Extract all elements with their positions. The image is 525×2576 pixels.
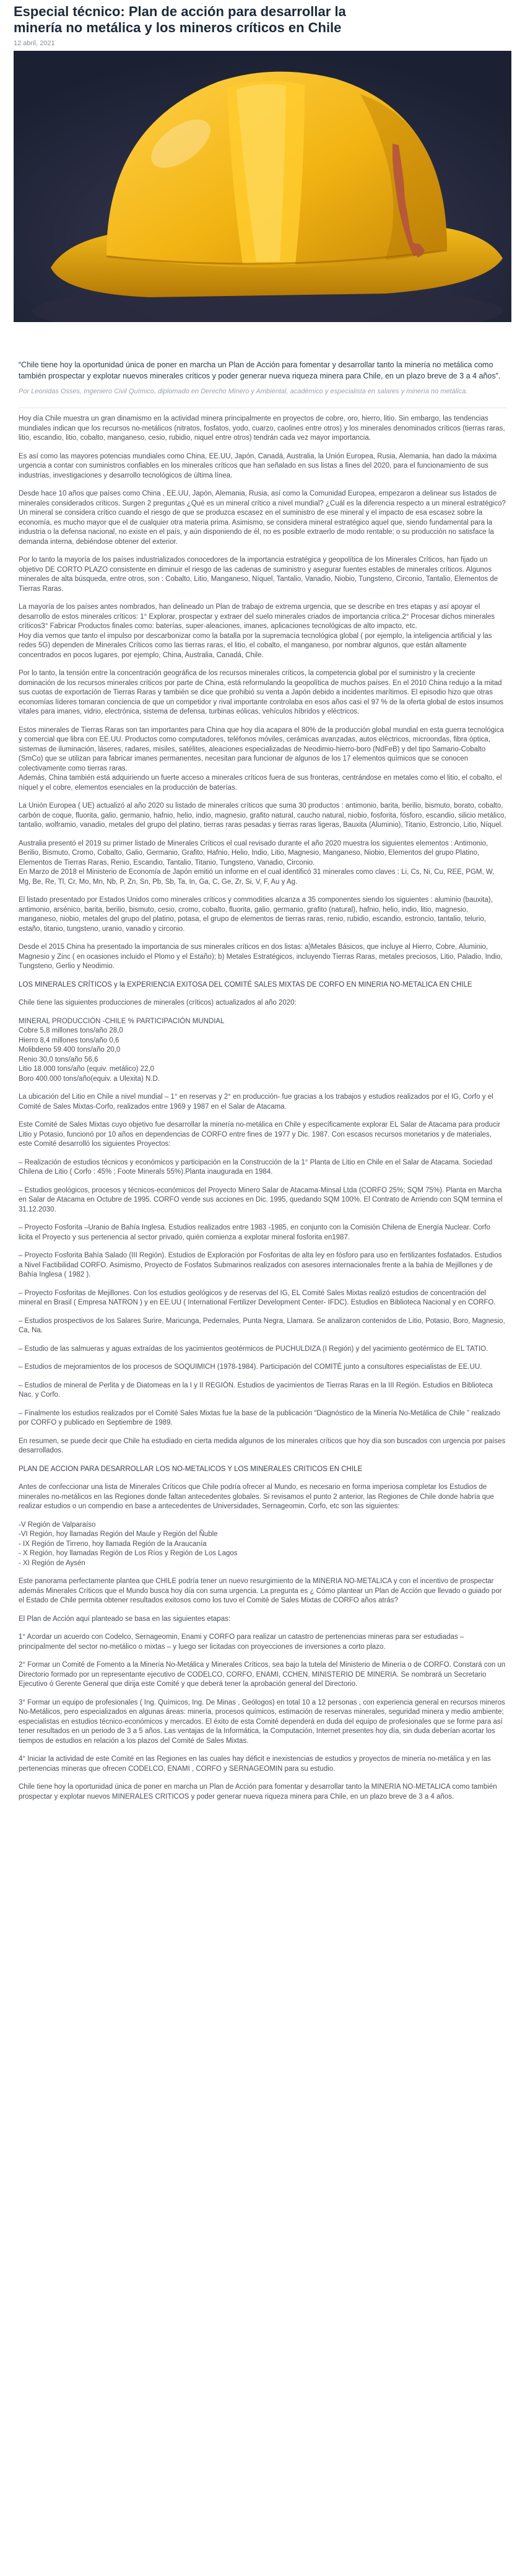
closing-paragraph: Chile tiene hoy la oportunidad única de poner en marcha un Plan de Acción para fomentar y desarrollar tanto la MINERIA NO-METALICA como también prospectar y explotar nuevos MINERALES CRITICOS y poder generar nueva riqueza minera para Chile, en un plazo breve de 3 a 4 años. xyxy=(19,1783,497,1801)
section-heading: PLAN DE ACCION PARA DESARROLLAR LOS NO-METALICOS Y LOS MINERALES CRITICOS EN CHILE xyxy=(19,1465,363,1473)
body-paragraph: Por lo tanto la mayoría de los países industrializados conocedores de la importancia estratégica y geopolítica de los Minerales Críticos, han fijado un objetivo DE CORTO PLAZO consistente en diminuir el riesgo de las cadenas de suministro y asegurar fuentes estables de minerales críticos. Algunos minerales de alta búsqueda, entre otros, son : Cobalto, Litio, Manganeso, Níquel, Tantalio, Vanadio, Niobio, Tungsteno, Circonio, Tantalio, Elementos de Tierras Raras. xyxy=(19,556,498,593)
project-item: – Estudios de mineral de Perlita y de Diatomeas en la I y II REGIÓN. Estudios de yacimientos de Tierras Raras en la III Región. Estudios en Biblioteca Nac. y Corfo. xyxy=(19,1381,493,1399)
project-item: – Proyecto Fosforitas de Mejillones. Con los estudios geológicos y de reservas del IG, EL Comité Sales Mixtas realizó estudios de concentración del mineral en Brasil ( Empresa NATRON ) y en EE.UU ( International Fertilizer Development Center- IFDC). Estudios en Biblioteca Nacional y en CORFO. xyxy=(19,1289,496,1306)
body-paragraph: El listado presentado por Estados Unidos como minerales críticos y commodities alcanza a 35 componentes siendo los siguientes : aluminio (bauxita), antimonio, arsénico, barita, berilio, bismuto, cesio, cromo, cobalto, fluorita, galio, germanio, grafito (natural), hafnio, helio, indio, litio, magnesio, manganeso, niobio, metales del grupo del platino, potasa, el grupo de elementos de tierras raras, renio, rubidio, escandio, estroncio, tantalio, telurio, estaño, titanio, tungsteno, uranio, vanadio y circonio. xyxy=(19,896,493,933)
project-item: – Estudios prospectivos de los Salares Surire, Maricunga, Pedernales, Punta Negra, Llamara. Se analizaron contenidos de Litio, Potasio, Boro, Magnesio, Ca, Na. xyxy=(19,1317,505,1334)
plan-step: 3° Formar un equipo de profesionales ( Ing. Químicos, Ing. De Minas , Geólogos) en total 10 a 12 personas , con experiencia general en recursos mineros No-Metálicos, pero especializados en algunas áreas: minería, procesos químicos, estimación de reservas minerales, seguridad minera y medio ambiente; especialistas en estudios técnico-económicos y mercados. El éxito de esta Comité dependerá en duda del equipo de profesionales que se forme para así tener resultados en un periodo de 3 a 5 años. Las ventajas de la Informática, la Computación, Internet presentes hoy día, sin duda deberían acortar los tiempos de estudios en relación a los plazos del Comité de Sales Mixtas. xyxy=(19,1698,505,1745)
body-paragraph: En resumen, se puede decir que Chile ha estudiado en cierta medida algunos de los minerales críticos que hoy día son buscados con urgencia por países desarrollados. xyxy=(19,1437,506,1454)
project-item: – Estudios de mejoramientos de los procesos de SOQUIMICH (1978-1984). Participación del COMITÉ junto a consultores especialistas de EE.UU. xyxy=(19,1363,482,1371)
body-paragraph: El Plan de Acción aquí planteado se basa en las siguientes etapas: xyxy=(19,1615,231,1623)
hard-hat-illustration xyxy=(14,51,511,322)
project-item: – Estudios geológicos, procesos y técnicos-económicos del Proyecto Minero Salar de Atacama-Minsal Ltda (CORFO 25%; SQM 75%). Planta en Marcha en Salar de Atacama en Octubre de 1995. CORFO vende sus acciones en Dic. 1995, quedando SQM 100%. El Contrato de Arriendo con SQM termina el 31.12.2030. xyxy=(19,1186,503,1213)
article-date: 12 abril, 2021 xyxy=(14,40,55,47)
body-paragraph: Antes de confeccionar una lista de Minerales Críticos que Chile podría ofrecer al Mundo, es necesario en forma imperiosa completar los Estudios de minerales no-metálicos en las Regiones donde faltan antecedentes globales. Si revisamos el punto 2 anterior, las Regiones de Chile donde habría que realizar estudios o un compendio en base a antecedentes de Universidades, Sernageomin, Corfo, etc son las siguientes: xyxy=(19,1483,494,1510)
article-title: Especial técnico: Plan de acción para desarrollar la minería no metálica y los mineros críticos en Chile xyxy=(14,4,346,35)
project-item: – Proyecto Fosforita Bahía Salado (III Región). Estudios de Exploración por Fosforitas de alta ley en fósforo para uso en fertilizantes fosfatados. Estudios a Nivel Factibilidad CORFO. Asimismo, Proyecto de Fosfatos Submarinos realizados con asesores internacionales frente a la bahía de Mejillones y de Bahía Inglesa ( 1982 ). xyxy=(19,1252,502,1278)
body-paragraph: La ubicación del Litio en Chile a nivel mundial – 1° en reservas y 2° en producción- fue gracias a los trabajos y estudios realizados por el IG, Corfo y el Comité de Sales Mixtas-Corfo, realizados entre 1969 y 1987 en el Salar de Atacama. xyxy=(19,1093,493,1111)
body-paragraph: Es así como las mayores potencias mundiales como China, EE.UU, Japón, Canadá, Australia, la Unión Europea, Rusia, Alemania, han dado la máxima urgencia a contar con suministros confiables en los minerales críticos que han señalado en sus listas a fines del 2020, para el funcionamiento de sus industrias, investigaciones y desarrollo tecnológicos de última línea. xyxy=(19,452,497,479)
body-paragraph: Hoy día Chile muestra un gran dinamismo en la actividad minera principalmente en proyectos de cobre, oro, hierro, litio. Sin embargo, las tendencias mundiales indican que los recursos no-metálicos (nitratos, fosfatos, yodo, cuarzo, caolines entre otros) y los minerales denominados críticos (tierras raras, litio, escandio, litio, cobalto, manganeso, cesio, rubidio, niquel entre otros) tendrán cada vez mayor importancia. xyxy=(19,415,505,442)
body-paragraph: Desde el 2015 China ha presentado la importancia de sus minerales críticos en dos listas: a)Metales Básicos, que incluye al Hierro, Cobre, Aluminio, Magnesio y Zinc ( en ocasiones incluido el Plomo y el Estaño); b) Metales Estratégicos, incluyendo Tierras Raras, metales preciosos, Litio, Paladio, Indio, Tungsteno, Gerlio y Neodimio. xyxy=(19,943,503,970)
article-body xyxy=(14,414,511,1802)
body-paragraph: Este panorama perfectamente plantea que CHILE podría tener un nuevo resurgimiento de la MINERIA NO-METALICA y con el incentivo de prospectar además Minerales Críticos que el Mundo busca hoy día con suma urgencia. La pregunta es ¿ Cómo plantear un Plan de Acción que llevado o guiado por el Estado de Chile permita obtener resultados exitosos como los tuvo el Comité de Sales Mixtas de CORFO años atrás? xyxy=(19,1578,502,1604)
section-heading: LOS MINERALES CRÍTICOS y la EXPERIENCIA EXITOSA DEL COMITÉ SALES MIXTAS DE CORFO EN MINERIA NO-METALICA EN CHILE xyxy=(19,980,472,989)
body-paragraph: Este Comité de Sales Mixtas cuyo objetivo fue desarrollar la minería no-metálica en Chile y específicamente explorar EL Salar de Atacama para producir Litio y Potasio, funcionó por 10 años en dependencias de CORFO entre fines de 1977 y Dic. 1987. Con escasos recursos monetarios y de materiales, este Comité desarrolló los siguientes Proyectos: xyxy=(19,1121,501,1148)
body-paragraph: Por lo tanto, la tensión entre la concentración geográfica de los recursos minerales críticos, la competencia global por el suministro y la creciente dominación de los recursos minerales críticos por parte de China, está reformulando la geopolítica de muchos países. En el 2010 China redujo a la mitad sus cuotas de exportación de Tierras Raras y también se dice que prohibió su venta a Japón debido a incidentes marítimos. El episodio hizo que otras economías líderes tomaran conciencia de que un competidor y rival importante controlaba en esos años casi el 97 % de la oferta global de estos insumos vitales para imanes, vidrio, electrónica, sistema de defensa, turbinas eólicas, vehículos híbridos y eléctricos. xyxy=(19,670,504,715)
article-byline: Por Leonidas Osses, Ingeniero Civil Químico, diplomado en Derecho Minero y Ambiental, académico y especialista en salares y minería no metálica. xyxy=(19,388,468,395)
body-paragraph: Desde hace 10 años que países como China , EE.UU, Japón, Alemania, Rusia, así como la Comunidad Europea, empezaron a delinear sus listados de minerales considerados críticos. Surgen 2 preguntas ¿Qué es un mineral crítico a nivel mundial? ¿Cuál es la diferencia respecto a un mineral estratégico? Un mineral se considera crítico cuando el riesgo de que se produzca escasez en el suministro de ese mineral y el impacto de esa escasez sobre la economía, es mucho mayor que el de cualquier otra materia prima. Asimismo, se considera mineral estratégico aquel que, siendo fundamental para la industria o la defensa nacional, no existe en el país, y aún disponiendo de él, no es posible extraerlo de modo rentable; o su producción no satisface la demanda interna, debiéndose obtener del exterior. xyxy=(19,490,506,546)
project-item: – Proyecto Fosforita –Uranio de Bahía Inglesa. Estudios realizados entre 1983 -1985, en conjunto con la Comisión Chilena de Energía Nuclear. Corfo licita el Proyecto y sus pertenencia al sector privado, quién comienza a explotar mineral fosforita en1987. xyxy=(19,1224,491,1241)
region-list: -V Región de Valparaíso -VI Región, hoy llamadas Región del Maule y Región del Ñuble - IX Región de Tirreno, hoy llamada Región de la Araucanía - X Región, hoy llamadas Región de Los Ríos y Región de Los Lagos - XI Región de Aysén xyxy=(19,1521,238,1567)
body-paragraph: Australia presentó el 2019 su primer listado de Minerales Críticos el cual revisado durante el año 2020 muestra los siguientes elementos : Antimonio, Berilio, Bismuto, Cromo, Cobalto, Galio, Germanio, Grafito, Hafnio, Helio, Indio, Litio, Magnesio, Manganeso, Niobio, Elementos del grupo Platino, Elementos de Tierras Raras, Renio, Escandio, Tantalio, Titanio, Tungsteno, Vanadio, Circonio. En Marzo de 2018 el Ministerio de Economía de Japón emitió un informe en el cual identificó 31 minerales como claves : Li, Cs, Ni, Cu, REE, PGM, W, Mg, Be, Re, Tl, Cr, Mo, Mn, Nb, P, Zn, Sn, Pb, Sb, Ta, In, Ga, C, Ge, Zr, Si, V, F, Au y Ag. xyxy=(19,839,495,886)
article-lead-quote: “Chile tiene hoy la oportunidad única de poner en marcha un Plan de Acción para fomentar y desarrollar tanto la minería no metálica como también prospectar y explotar nuevos minerales críticos y poder generar nueva riqueza minera para Chile, en un plazo breve de 3 a 4 años”. xyxy=(19,360,501,380)
project-item: – Estudio de las salmueras y aguas extraídas de los yacimientos geotérmicos de PUCHULDIZA (I Región) y del yacimiento geotérmico de EL TATIO. xyxy=(19,1345,488,1353)
plan-step: 4° Iniciar la actividad de este Comité en las Regiones en las cuales hay déficit e inexistencias de estudios y proyectos de minería no-metálica y en las pertenencias mineras que ofrecen CODELCO, ENAMI , CORFO y SERNAGEOMIN para su estudio. xyxy=(19,1755,491,1773)
plan-step: 1° Acordar un acuerdo con Codelco, Sernageomin, Enami y CORFO para realizar un catastro de pertenencias mineras para ser estudiadas – principalmente del sector no-metálico o mixtas – y luego ser licitadas con proyecciones de inversiones a corto plazo. xyxy=(19,1633,464,1651)
body-paragraph: La Unión Europea ( UE) actualizó al año 2020 su listado de minerales críticos que suma 30 productos : antimonio, barita, berilio, bismuto, borato, cobalto, carbón de coque, fluorita, galio, germanio, hafnio, helio, indio, magnesio, grafito natural, caucho natural, niobio, fosforita, fósforo, escandio, silicio metálico, tantalio, wolframio, vanadio, metales del grupo del platino, tierras raras pesadas y tierras raras ligeras, Bauxita (Aluminio), Titanio, Estroncio, Litio, Níquel. xyxy=(19,802,506,829)
plan-step: 2° Formar un Comité de Fomento a la Minería No-Metálica y Minerales Críticos, sea bajo la tutela del Ministerio de Minería o de CORFO. Constará con un Directorio formado por un representante ejecutivo de CODELCO, CORFO, ENAMI, CCHEN, MINISTERIO DE MINERIA. Se nombrará un Secretario Ejecutivo ó Gerente General que dirija este Comité y que deberá tener la aprobación general del Directorio. xyxy=(19,1661,506,1688)
production-table-text: MINERAL PRODUCCIÓN -CHILE % PARTICIPACIÓN MUNDIAL Cobre 5,8 millones tons/año 28,0 Hierro 8,4 millones tons/año 0,6 Molibdeno 59.400 tons/año 20,0 Renio 30,0 tons/año 56,6 Litio 18.000 tons/año (equiv. metálico) 22,0 Boro 400.000 tons/año(equiv. a Ulexita) N.D. xyxy=(19,1017,225,1083)
project-item: – Finalmente los estudios realizados por el Comité Sales Mixtas fue la base de la publicación “Diagnóstico de la Minería No-Metálica de Chile ” realizado por CORFO y publicado en Septiembre de 1989. xyxy=(19,1409,500,1426)
body-paragraph: Estos minerales de Tierras Raras son tan importantes para China que hoy día acapara el 80% de la producción global mundial en esta guerra tecnológica y comercial que libra con EE.UU. Productos como computadores, teléfonos móviles, cerámicas avanzadas, autos eléctricos, microondas, fibra óptica, sistemas de iluminación, láseres, radares, misiles, satélites, aleaciones especializadas de Neodimio-hierro-boro (NdFeB) y del tipo Samario-Cobalto (SmCo) que se utilizan para fabricar imanes permanentes, necesitan para funcionar de algunos de los 17 elementos químicos que se conocen colectivamente como tierras raras. Además, China también está adquiriendo un fuerte acceso a minerales críticos fuera de sus fronteras, centrándose en metales como el litio, el cobalto, el níquel y el cobre, elementos esenciales en la producción de baterías. xyxy=(19,726,504,792)
body-paragraph: Chile tiene las siguientes producciones de minerales (críticos) actualizados al año 2020: xyxy=(19,999,297,1006)
hero-image xyxy=(14,51,511,322)
project-item: – Realización de estudios técnicos y económicos y participación en la Construcción de la 1° Planta de Litio en Chile en el Salar de Atacama. Sociedad Chilena de Litio ( Corfo : 45% ; Foote Minerals 55%).Planta inaugurada en 1984. xyxy=(19,1158,493,1176)
body-paragraph: La mayoría de los países antes nombrados, han delineado un Plan de trabajo de extrema urgencia, que se describe en tres etapas y así apoyar el desarrollo de estos minerales críticos: 1° Explorar, prospectar y extraer del suelo minerales criados de importancia crítica.2° Procesar dichos minerales críticos3° Fabricar Productos finales como: baterías, super-aleaciones, imanes, aplicaciones tecnológicas de alto impacto, etc. Hoy día vemos que tanto el impulso por descarbonizar como la batalla por la supremacía tecnológica global ( por ejemplo, la inteligencia artificial y las redes 5G) dependen de Minerales Críticos como las tierras raras, el litio, el cobalto, el manganeso, por nombrar algunos, que están altamente concentrados en pocos lugares, por ejemplo, China, Australia, Canadá, Chile. xyxy=(19,603,495,659)
